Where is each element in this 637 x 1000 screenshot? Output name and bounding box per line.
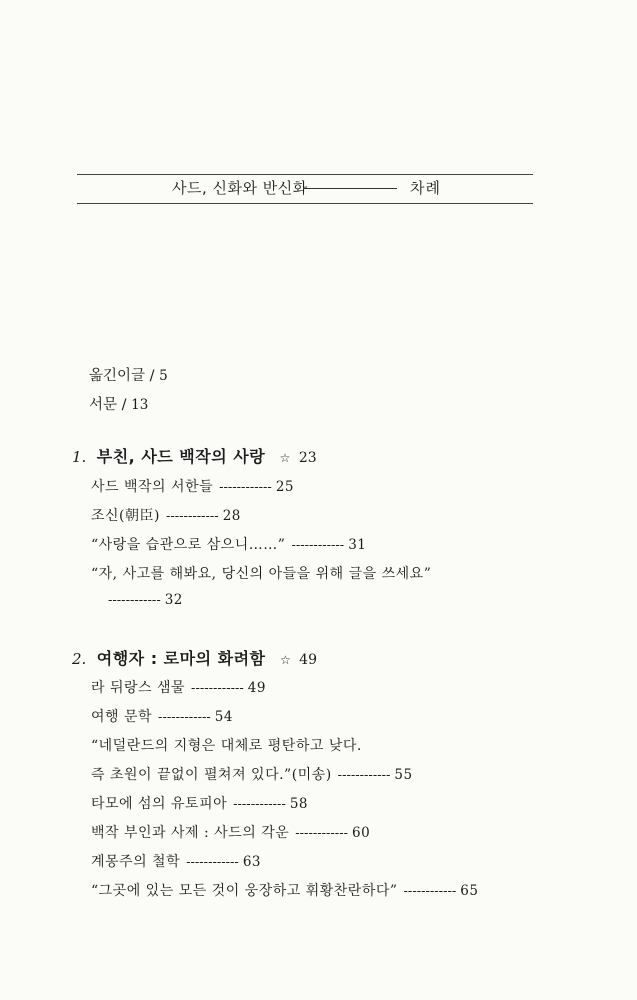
dot-leader: ------------ — [219, 480, 272, 495]
toc-entry-page: 63 — [242, 854, 262, 870]
toc-entry-title: 라 뒤랑스 샘물 — [91, 680, 186, 696]
toc-entry-page: 31 — [348, 537, 367, 553]
chapter-page: 49 — [299, 652, 317, 668]
header-bottom-rule — [77, 203, 533, 204]
toc-front-entry — [89, 393, 148, 414]
toc-entry-title: 여행 문학 — [91, 709, 153, 725]
toc-entry-continuation — [108, 592, 183, 608]
toc-entry — [91, 706, 233, 726]
toc-entry — [91, 735, 362, 755]
toc-entry-title: 옮긴이글 / — [89, 368, 155, 384]
toc-chapter-heading — [72, 646, 317, 669]
toc-entry-page: 49 — [247, 680, 266, 696]
toc-entry — [91, 851, 261, 871]
toc-entry-title: 서문 / — [89, 397, 127, 413]
toc-entry — [91, 764, 413, 784]
toc-entry-page: 55 — [394, 767, 413, 783]
dot-leader: ------------ — [291, 538, 345, 553]
book-title: 사드, 신화와 반신화 — [172, 179, 308, 197]
star-icon: ☆ — [279, 653, 291, 667]
toc-entry-page: 32 — [164, 592, 183, 608]
toc-entry-title: 타모에 섬의 유토피아 — [91, 796, 228, 812]
toc-chapter-heading — [72, 444, 317, 467]
dot-leader: ------------ — [403, 884, 457, 899]
toc-entry-page: 60 — [351, 825, 371, 841]
toc-entry — [91, 563, 431, 583]
dot-leader: ------------ — [158, 710, 211, 725]
star-icon: ☆ — [279, 451, 291, 465]
toc-entry — [91, 822, 370, 842]
dot-leader: ------------ — [337, 768, 391, 783]
contents-label: 차례 — [410, 179, 441, 197]
toc-entry-title: 백작 부인과 사제 : 사드의 각운 — [91, 825, 290, 841]
toc-entry — [91, 677, 266, 697]
toc-entry-page: 25 — [275, 479, 294, 495]
chapter-page: 23 — [298, 450, 317, 466]
toc-entry-page: 13 — [131, 397, 149, 413]
running-header — [77, 177, 533, 199]
toc-entry-title: “자, 사고를 해봐요, 당신의 아들을 위해 글을 쓰세요” — [91, 566, 432, 582]
dot-leader: ------------ — [233, 797, 286, 812]
toc-entry-title: 즉 초원이 끝없이 펼쳐져 있다.”(미송) — [91, 767, 332, 783]
toc-entry-title: “네덜란드의 지형은 대체로 평탄하고 낮다. — [91, 738, 362, 754]
chapter-title: 여행자 : 로마의 화려함 — [96, 649, 266, 668]
toc-entry-title: “그곳에 있는 모든 것이 웅장하고 휘황찬란하다” — [91, 883, 398, 899]
toc-entry-page: 28 — [222, 508, 241, 524]
toc-entry — [91, 880, 478, 900]
toc-entry-title: 조신(朝臣) — [91, 508, 160, 524]
dot-leader: ------------ — [186, 855, 239, 870]
dot-leader: ------------ — [295, 826, 348, 841]
toc-entry-page: 54 — [214, 709, 233, 725]
toc-entry-page: 5 — [159, 368, 168, 384]
chapter-number: 2. — [72, 650, 87, 668]
toc-entry — [91, 505, 241, 525]
toc-entry — [91, 476, 294, 496]
header-top-rule — [77, 174, 533, 175]
toc-entry-page: 65 — [460, 883, 479, 899]
toc-entry-title: “사랑을 습관으로 삼으니……” — [91, 537, 286, 553]
toc-entry-title: 계몽주의 철학 — [91, 854, 181, 870]
toc-entry-page: 58 — [289, 796, 309, 812]
toc-entry — [91, 793, 308, 813]
toc-front-entry — [89, 364, 168, 385]
chapter-title: 부친, 사드 백작의 사랑 — [96, 447, 266, 466]
toc-entry-title: 사드 백작의 서한들 — [91, 479, 214, 495]
toc-entry — [91, 534, 366, 554]
dot-leader: ------------ — [191, 681, 244, 696]
dot-leader: ------------ — [165, 509, 219, 524]
chapter-number: 1. — [72, 448, 87, 466]
header-dash — [303, 188, 397, 189]
dot-leader: ------------ — [108, 593, 161, 608]
